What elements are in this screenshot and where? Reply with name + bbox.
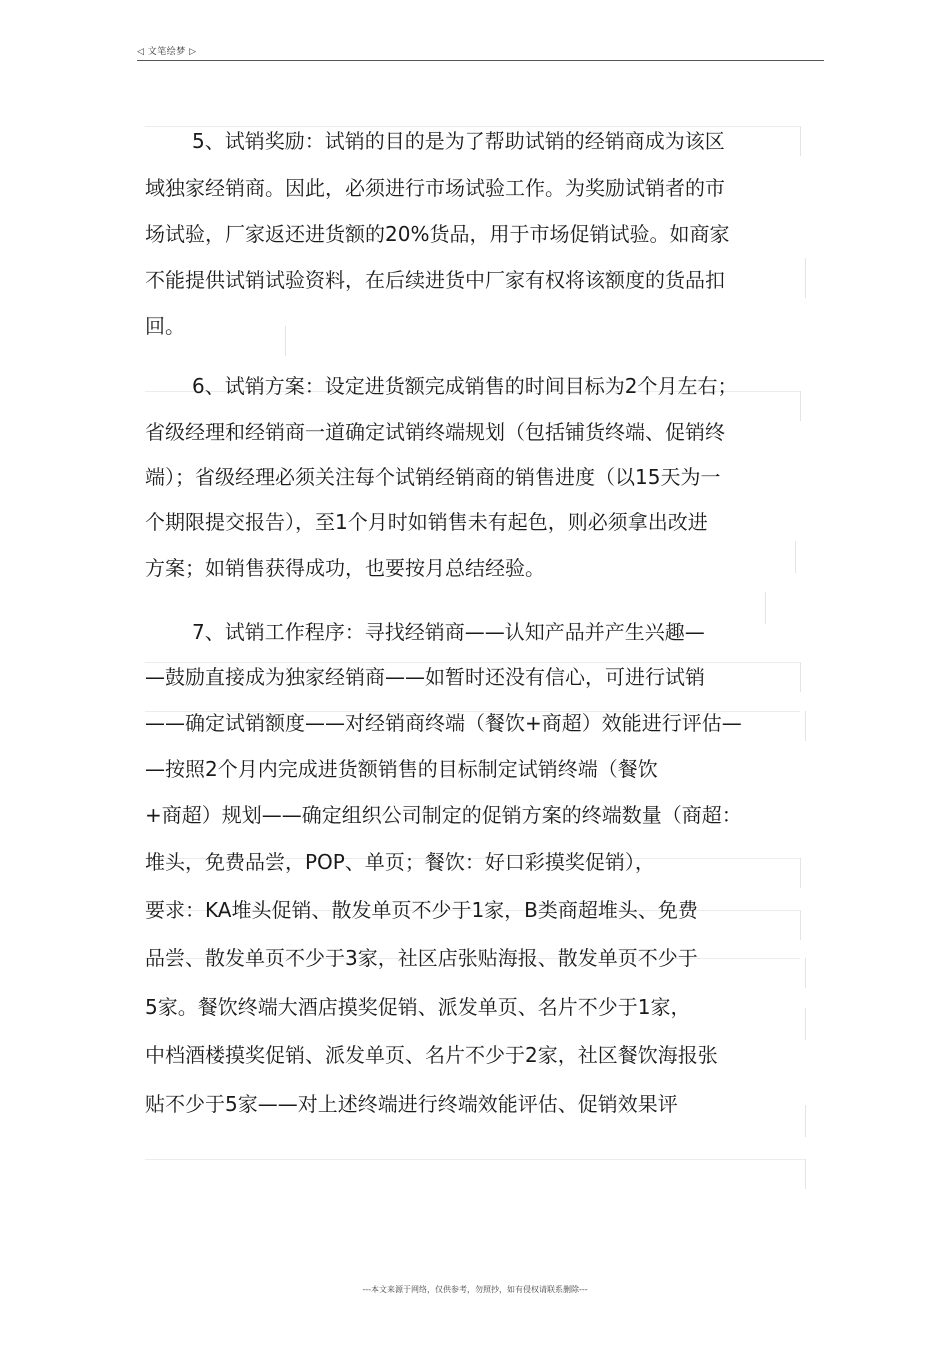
paragraph-line: 5家。餐饮终端大酒店摸奖促销、派发单页、名片不少于1家， <box>145 995 691 1019</box>
paragraph-line: 方案；如销售获得成功，也要按月总结经验。 <box>145 556 545 580</box>
paragraph-line: 省级经理和经销商一道确定试销终端规划（包括铺货终端、促销终 <box>145 420 725 444</box>
scan-line <box>800 126 801 156</box>
scan-line <box>805 1105 806 1137</box>
scan-line <box>800 858 801 888</box>
paragraph-line: 场试验，厂家返还进货额的20%货品，用于市场促销试验。如商家 <box>145 222 730 246</box>
scan-line <box>805 1159 806 1189</box>
scan-line <box>805 958 806 988</box>
paragraph-line: 品尝、散发单页不少于3家，社区店张贴海报、散发单页不少于 <box>145 946 698 970</box>
scan-line <box>145 126 800 127</box>
scan-line <box>795 541 796 573</box>
paragraph-line: 要求：KA堆头促销、散发单页不少于1家，B类商超堆头、免费 <box>145 898 698 922</box>
paragraph-line: 端）；省级经理必须关注每个试销经销商的销售进度（以15天为一 <box>145 465 721 489</box>
paragraph-line: 6、试销方案：设定进货额完成销售的时间目标为2个月左右； <box>192 374 738 398</box>
paragraph-line: 中档酒楼摸奖促销、派发单页、名片不少于2家，社区餐饮海报张 <box>145 1043 718 1067</box>
paragraph-line: 贴不少于5家——对上述终端进行终端效能评估、促销效果评 <box>145 1092 678 1116</box>
scan-line <box>285 326 286 356</box>
paragraph-line: 堆头，免费品尝，POP、单页；餐饮：好口彩摸奖促销）， <box>145 850 655 874</box>
paragraph-line: 域独家经销商。因此，必须进行市场试验工作。为奖励试销者的市 <box>145 176 725 200</box>
paragraph-line: 回。 <box>145 314 185 338</box>
document-footer-disclaimer: ---本文来源于网络，仅供参考，勿照抄，如有侵权请联系删除--- <box>362 1285 588 1294</box>
document-header-title: ◁ 文笔绘梦 ▷ <box>137 47 197 57</box>
paragraph-line: —按照2个月内完成进货额销售的目标制定试销终端（餐饮 <box>145 757 658 781</box>
paragraph-line: +商超）规划——确定组织公司制定的促销方案的终端数量（商超： <box>145 803 742 827</box>
scan-line <box>800 662 801 692</box>
paragraph-line: 5、试销奖励：试销的目的是为了帮助试销的经销商成为该区 <box>192 129 725 153</box>
scan-line <box>805 1008 806 1040</box>
scan-line <box>800 391 801 421</box>
scan-line <box>765 592 766 624</box>
paragraph-line: —鼓励直接成为独家经销商——如暂时还没有信心，可进行试销 <box>145 665 705 689</box>
scan-line <box>145 1159 805 1160</box>
header-divider <box>137 60 824 61</box>
paragraph-line: 个期限提交报告），至1个月时如销售未有起色，则必须拿出改进 <box>145 510 708 534</box>
paragraph-line: 7、试销工作程序：寻找经销商——认知产品并产生兴趣— <box>192 620 705 644</box>
scan-line <box>800 910 801 940</box>
scan-line <box>145 662 800 663</box>
paragraph-line: ——确定试销额度——对经销商终端（餐饮+商超）效能进行评估— <box>145 711 742 735</box>
scan-line <box>805 711 806 741</box>
scan-line <box>805 258 806 298</box>
paragraph-line: 不能提供试销试验资料，在后续进货中厂家有权将该额度的货品扣 <box>145 268 725 292</box>
